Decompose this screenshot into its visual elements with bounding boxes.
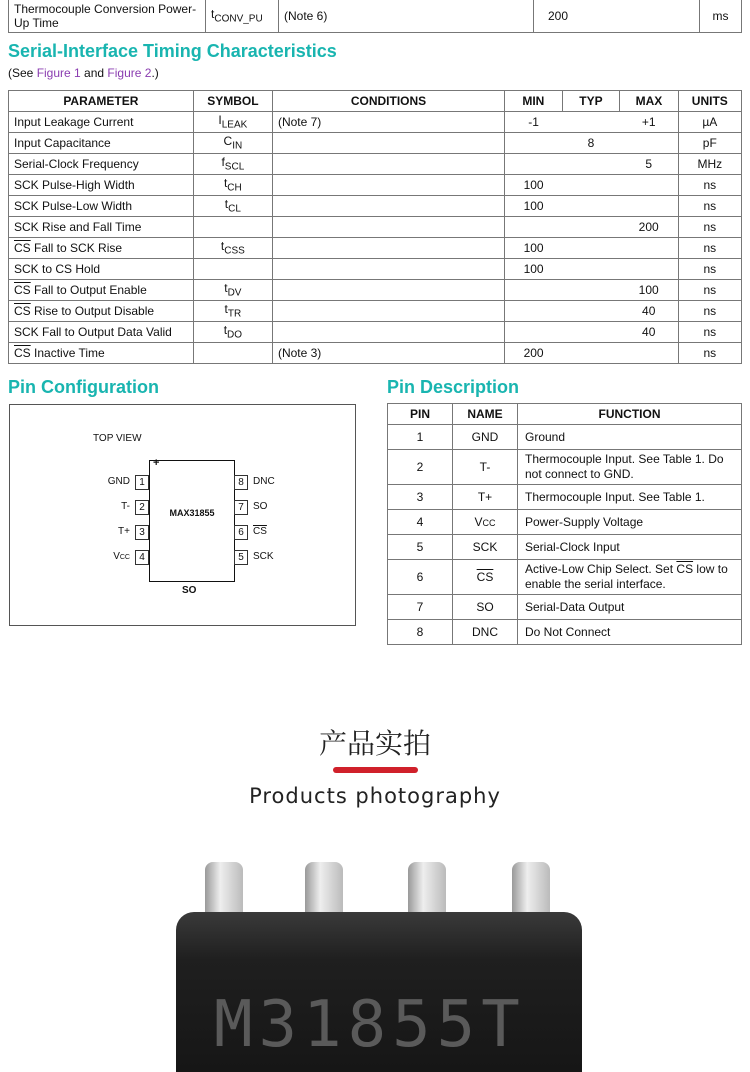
typ-cell <box>562 322 620 343</box>
param-cell: SCK Rise and Fall Time <box>9 217 194 238</box>
table-row <box>9 280 742 301</box>
conditions-cell: (Note 7) <box>272 112 504 133</box>
table-row <box>9 301 742 322</box>
pin-number: 8 <box>388 620 453 645</box>
pin-number: 1 <box>388 425 453 450</box>
typ-cell <box>562 238 620 259</box>
units-cell: ns <box>678 175 741 196</box>
symbol-cell <box>193 343 272 364</box>
min-cell <box>505 133 562 154</box>
title-accent-bar <box>333 767 418 773</box>
min-cell: 200 <box>505 343 562 364</box>
symbol-cell <box>193 217 272 238</box>
pin-label: SCK <box>253 551 274 562</box>
figure1-link[interactable]: Figure 1 <box>36 66 81 80</box>
pin-label: GND <box>107 476 130 487</box>
chip-lead <box>205 862 243 918</box>
package-label: SO <box>182 585 197 596</box>
table-row <box>9 112 742 133</box>
conditions-cell <box>272 238 504 259</box>
units-cell: pF <box>678 133 741 154</box>
max-cell <box>620 343 678 364</box>
param: Thermocouple Conversion Power-Up Time <box>9 0 206 33</box>
min-cell: 100 <box>505 238 562 259</box>
pin-config-title: Pin Configuration <box>8 377 159 397</box>
pin-row <box>388 450 742 485</box>
header-cell: PIN <box>388 404 453 425</box>
symbol-cell: $t_{CH}$ <box>193 175 272 196</box>
conditions-cell <box>272 322 504 343</box>
pin-desc-title: Pin Description <box>387 377 520 397</box>
pin-name: T+ <box>453 485 518 510</box>
param-cell: $\overline{CS}$ Fall to SCK Rise <box>9 238 194 259</box>
header-cell: CONDITIONS <box>272 91 504 112</box>
units-cell: ns <box>678 217 741 238</box>
pin-row <box>388 510 742 535</box>
conditions-cell <box>272 133 504 154</box>
table-row <box>9 259 742 280</box>
pin-name: T- <box>453 450 518 485</box>
table-row <box>9 154 742 175</box>
pin-label: DNC <box>253 476 275 487</box>
header-cell: SYMBOL <box>193 91 272 112</box>
conditions-cell: (Note 3) <box>272 343 504 364</box>
pin-name: $\overline{CS}$ <box>453 560 518 595</box>
conditions-cell <box>272 280 504 301</box>
symbol-cell: $t_{TR}$ <box>193 301 272 322</box>
max-cell: +1 <box>620 112 678 133</box>
pin-desc-table <box>387 403 742 645</box>
pin-row <box>388 535 742 560</box>
param-cell: $\overline{CS}$ Inactive Time <box>9 343 194 364</box>
pin-number: 7 <box>388 595 453 620</box>
symbol-cell: $C_{IN}$ <box>193 133 272 154</box>
symbol-cell: $t_{CSS}$ <box>193 238 272 259</box>
pin-function: Power-Supply Voltage <box>518 510 742 535</box>
pin-name: DNC <box>453 620 518 645</box>
top-table <box>8 0 742 33</box>
see-figures: (See Figure 1 and Figure 2.) <box>8 66 159 80</box>
pin-1: 1 <box>135 475 149 490</box>
pin-number: 4 <box>388 510 453 535</box>
param-cell: $\overline{CS}$ Fall to Output Enable <box>9 280 194 301</box>
header-cell: TYP <box>562 91 620 112</box>
pin-row <box>388 560 742 595</box>
pin-function: Do Not Connect <box>518 620 742 645</box>
typ-cell <box>562 280 620 301</box>
table-row <box>9 238 742 259</box>
symbol-cell <box>193 259 272 280</box>
symbol-cell: $t_{DO}$ <box>193 322 272 343</box>
table-row <box>9 343 742 364</box>
units-cell: ns <box>678 280 741 301</box>
min-cell <box>505 280 562 301</box>
max-cell: 5 <box>620 154 678 175</box>
photo-title-en: Products photography <box>249 784 501 808</box>
pin-number: 5 <box>388 535 453 560</box>
table-row <box>9 322 742 343</box>
timing-table <box>8 90 742 364</box>
conditions-cell <box>272 154 504 175</box>
pin-label: T+ <box>118 526 130 537</box>
max-cell <box>620 238 678 259</box>
chip-lead <box>512 862 550 918</box>
table-row <box>9 217 742 238</box>
units-cell: µA <box>678 112 741 133</box>
min-cell: -1 <box>505 112 562 133</box>
chip-marking: M31855T <box>214 988 526 1062</box>
conditions-cell <box>272 196 504 217</box>
timing-title: Serial-Interface Timing Characteristics <box>8 41 337 61</box>
param-cell: Input Leakage Current <box>9 112 194 133</box>
pin-8: 8 <box>234 475 248 490</box>
pin-2: 2 <box>135 500 149 515</box>
param-cell: Serial-Clock Frequency <box>9 154 194 175</box>
pin-name: SO <box>453 595 518 620</box>
units-cell: ns <box>678 343 741 364</box>
table-row <box>9 133 742 154</box>
max-cell <box>620 196 678 217</box>
pin-5: 5 <box>234 550 248 565</box>
typ-cell <box>562 301 620 322</box>
figure2-link[interactable]: Figure 2 <box>107 66 152 80</box>
param-cell: SCK Pulse-High Width <box>9 175 194 196</box>
pin-7: 7 <box>234 500 248 515</box>
min-cell <box>505 301 562 322</box>
max-cell: 40 <box>620 322 678 343</box>
param-cell: SCK Pulse-Low Width <box>9 196 194 217</box>
chip-photo <box>0 850 750 1062</box>
header-cell: NAME <box>453 404 518 425</box>
pin-function: Active-Low Chip Select. Set $\overline{CS}$ low to enable the serial interface. <box>518 560 742 595</box>
pin-label: $\overline{CS}$ <box>253 526 267 537</box>
symbol-cell: $f_{SCL}$ <box>193 154 272 175</box>
pin1-marker: + <box>153 457 160 469</box>
typ-cell <box>562 175 620 196</box>
pin-row <box>388 425 742 450</box>
conditions-cell <box>272 217 504 238</box>
pin-function: Thermocouple Input. See Table 1. <box>518 485 742 510</box>
pin-name: GND <box>453 425 518 450</box>
units-cell: ns <box>678 301 741 322</box>
table-row <box>9 175 742 196</box>
pin-row <box>388 595 742 620</box>
chip-body <box>149 457 235 582</box>
pin-name: VCC <box>453 510 518 535</box>
top-view-label: TOP VIEW <box>93 433 142 444</box>
header-cell: MIN <box>505 91 562 112</box>
units-cell: ns <box>678 196 741 217</box>
pin-number: 3 <box>388 485 453 510</box>
pin-name: SCK <box>453 535 518 560</box>
min: 200 <box>534 0 700 33</box>
units-cell: MHz <box>678 154 741 175</box>
param-cell: SCK to CS Hold <box>9 259 194 280</box>
units-cell: ns <box>678 259 741 280</box>
header-cell: UNITS <box>678 91 741 112</box>
typ-cell <box>562 196 620 217</box>
pin-row <box>388 485 742 510</box>
typ-cell <box>562 112 620 133</box>
conditions-cell <box>272 259 504 280</box>
pin-function: Thermocouple Input. See Table 1. Do not connect to GND. <box>518 450 742 485</box>
chip-lead <box>305 862 343 918</box>
min-cell <box>505 217 562 238</box>
pin-number: 6 <box>388 560 453 595</box>
param-cell: $\overline{CS}$ Rise to Output Disable <box>9 301 194 322</box>
typ-cell <box>562 217 620 238</box>
pin-label: VCC <box>113 551 130 562</box>
max-cell <box>620 175 678 196</box>
conditions-cell <box>272 301 504 322</box>
max-cell: 40 <box>620 301 678 322</box>
min-cell: 100 <box>505 259 562 280</box>
header-cell: FUNCTION <box>518 404 742 425</box>
typ-cell <box>562 154 620 175</box>
chip-label: MAX31855 <box>169 508 215 518</box>
max-cell <box>620 133 678 154</box>
typ-cell: 8 <box>562 133 620 154</box>
symbol-cell: $t_{CL}$ <box>193 196 272 217</box>
pin-label: SO <box>253 501 268 512</box>
pin-function: Ground <box>518 425 742 450</box>
header-cell: PARAMETER <box>9 91 194 112</box>
pin-diagram <box>9 404 356 626</box>
min-cell <box>505 322 562 343</box>
pin-3: 3 <box>135 525 149 540</box>
min-cell <box>505 154 562 175</box>
symbol-cell: $I_{LEAK}$ <box>193 112 272 133</box>
symbol-cell: $t_{DV}$ <box>193 280 272 301</box>
pin-number: 2 <box>388 450 453 485</box>
min-cell: 100 <box>505 175 562 196</box>
header-cell: MAX <box>620 91 678 112</box>
max-cell: 200 <box>620 217 678 238</box>
pin-function: Serial-Clock Input <box>518 535 742 560</box>
max-cell <box>620 259 678 280</box>
conditions-cell <box>272 175 504 196</box>
max-cell: 100 <box>620 280 678 301</box>
chip-lead <box>408 862 446 918</box>
pin-function: Serial-Data Output <box>518 595 742 620</box>
param-cell: SCK Fall to Output Data Valid <box>9 322 194 343</box>
conditions: (Note 6) <box>279 0 534 33</box>
param-cell: Input Capacitance <box>9 133 194 154</box>
pin-label: T- <box>121 501 130 512</box>
min-cell: 100 <box>505 196 562 217</box>
units-cell: ns <box>678 322 741 343</box>
pin-6: 6 <box>234 525 248 540</box>
pin-row <box>388 620 742 645</box>
typ-cell <box>562 259 620 280</box>
symbol: $t_{CONV\_PU}$ <box>206 0 279 33</box>
table-row <box>9 196 742 217</box>
units-cell: ns <box>678 238 741 259</box>
pin-4: 4 <box>135 550 149 565</box>
units: ms <box>700 0 742 33</box>
typ-cell <box>562 343 620 364</box>
photo-title-cn: 产品实拍 <box>318 727 431 760</box>
